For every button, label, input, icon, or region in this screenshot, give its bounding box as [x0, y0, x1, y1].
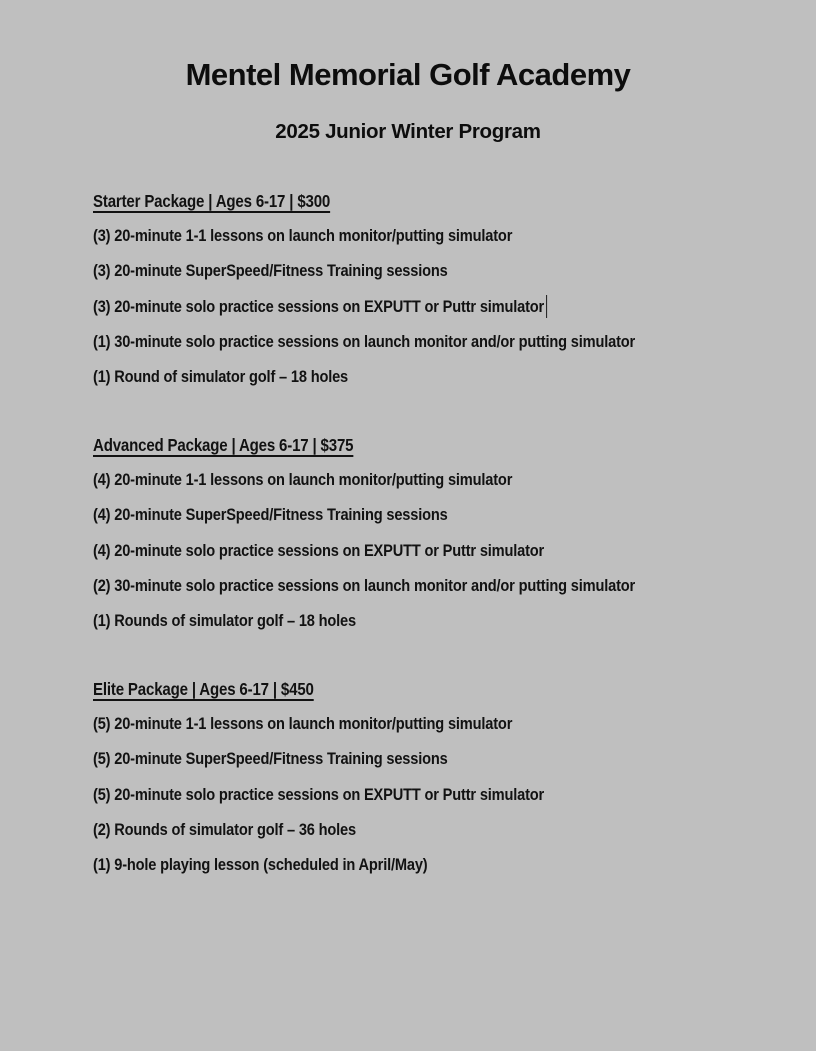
- package-item[interactable]: [93, 462, 816, 497]
- package-item[interactable]: [93, 324, 816, 359]
- package-item-text: (3) 20-minute solo practice sessions on EXPUTT or Puttr simulator: [93, 289, 547, 324]
- package-section: [93, 432, 816, 639]
- text-cursor: [546, 295, 548, 318]
- package-heading[interactable]: [93, 676, 816, 702]
- document-subtitle: 2025 Junior Winter Program: [275, 119, 541, 143]
- package-item-text: (5) 20-minute SuperSpeed/Fitness Training sessions: [93, 749, 448, 769]
- package-item-text: (1) 9-hole playing lesson (scheduled in April/May): [93, 855, 428, 875]
- package-item[interactable]: [93, 218, 816, 253]
- package-heading-text: Advanced Package | Ages 6-17 | $375: [93, 434, 354, 455]
- package-item[interactable]: [93, 359, 816, 394]
- package-item-text: (5) 20-minute 1-1 lessons on launch monitor/putting simulator: [93, 713, 513, 733]
- package-item-text: (1) Round of simulator golf – 18 holes: [93, 367, 349, 387]
- package-heading[interactable]: [93, 432, 816, 458]
- package-items: [93, 462, 816, 639]
- package-item[interactable]: [93, 741, 816, 776]
- package-items: [93, 218, 816, 395]
- package-item-text: (2) Rounds of simulator golf – 36 holes: [93, 820, 356, 840]
- package-item-text: (4) 20-minute solo practice sessions on EXPUTT or Puttr simulator: [93, 540, 545, 560]
- package-item-text: (1) Rounds of simulator golf – 18 holes: [93, 611, 356, 631]
- document-title: Mentel Memorial Golf Academy: [185, 57, 631, 92]
- package-item[interactable]: [93, 847, 816, 882]
- package-item-text: (3) 20-minute SuperSpeed/Fitness Training sessions: [93, 261, 448, 281]
- package-section: [93, 676, 816, 883]
- package-item-text: (4) 20-minute SuperSpeed/Fitness Training sessions: [93, 505, 448, 525]
- package-item[interactable]: [93, 706, 816, 741]
- package-heading-text: Starter Package | Ages 6-17 | $300: [93, 190, 331, 211]
- package-heading[interactable]: [93, 188, 816, 214]
- package-item[interactable]: [93, 603, 816, 638]
- package-item[interactable]: [93, 289, 816, 324]
- package-item[interactable]: [93, 533, 816, 568]
- packages: [93, 188, 816, 883]
- package-item[interactable]: [93, 568, 816, 603]
- package-item-text: (5) 20-minute solo practice sessions on EXPUTT or Puttr simulator: [93, 784, 545, 804]
- package-item-text: (3) 20-minute 1-1 lessons on launch monitor/putting simulator: [93, 225, 513, 245]
- package-item[interactable]: [93, 497, 816, 532]
- package-items: [93, 706, 816, 883]
- package-section: [93, 188, 816, 395]
- package-item[interactable]: [93, 253, 816, 288]
- package-item[interactable]: [93, 812, 816, 847]
- package-item-text: (4) 20-minute 1-1 lessons on launch monitor/putting simulator: [93, 469, 513, 489]
- package-heading-text: Elite Package | Ages 6-17 | $450: [93, 678, 314, 699]
- package-item-text: (1) 30-minute solo practice sessions on launch monitor and/or putting simulator: [93, 331, 636, 351]
- package-item[interactable]: [93, 777, 816, 812]
- package-item-text: (2) 30-minute solo practice sessions on launch monitor and/or putting simulator: [93, 576, 636, 595]
